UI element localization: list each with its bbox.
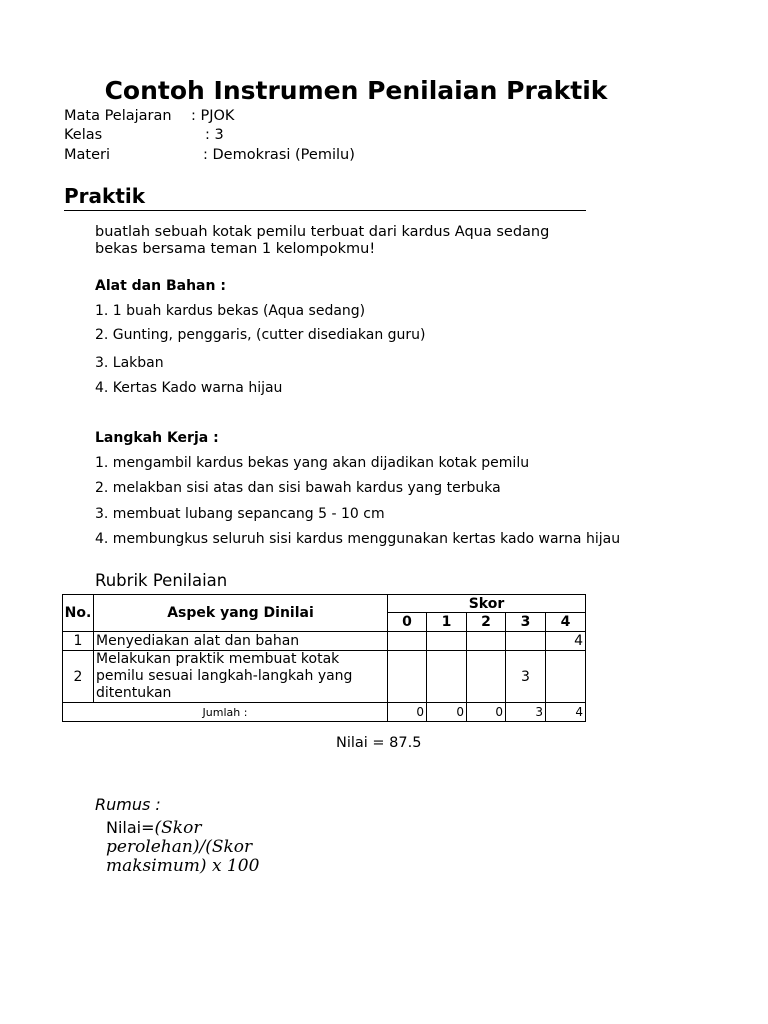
- list-item: 2. melakban sisi atas dan sisi bawah kardus yang terbuka: [95, 480, 501, 496]
- table-row-jumlah: [63, 703, 586, 722]
- section-divider: [64, 210, 586, 211]
- list-item: 3. Lakban: [95, 355, 164, 371]
- header-skor: Skor: [388, 595, 586, 613]
- list-item: 1. 1 buah kardus bekas (Aqua sedang): [95, 303, 366, 319]
- alat-heading: Alat dan Bahan :: [95, 278, 226, 294]
- row-score: [467, 651, 506, 703]
- skor-level: 1: [427, 613, 467, 632]
- row-score: [388, 651, 427, 703]
- row-score: [427, 632, 467, 651]
- jumlah-label: Jumlah :: [63, 703, 388, 722]
- meta-value: : Demokrasi (Pemilu): [203, 147, 355, 163]
- nilai-result: Nilai = 87.5: [336, 735, 422, 751]
- rubrik-table: [62, 594, 586, 722]
- row-score: [467, 632, 506, 651]
- langkah-heading: Langkah Kerja :: [95, 430, 219, 446]
- row-score: 3: [506, 651, 546, 703]
- jumlah-value: 4: [546, 703, 586, 722]
- row-aspek: Menyediakan alat dan bahan: [94, 632, 388, 651]
- skor-level: 3: [506, 613, 546, 632]
- rumus-formula: [106, 818, 259, 876]
- list-item: 4. membungkus seluruh sisi kardus menggunakan kertas kado warna hijau: [95, 531, 621, 547]
- row-aspek: Melakukan praktik membuat kotak pemilu sesuai langkah-langkah yang ditentukan: [94, 651, 388, 703]
- skor-level: 4: [546, 613, 586, 632]
- rumus-heading: Rumus :: [95, 795, 161, 814]
- row-score: [546, 651, 586, 703]
- formula-line: maksimum) x 100: [106, 856, 260, 876]
- list-item: 3. membuat lubang sepancang 5 - 10 cm: [95, 506, 385, 522]
- skor-level: 0: [388, 613, 427, 632]
- rubrik-heading: Rubrik Penilaian: [95, 571, 228, 590]
- meta-label: Mata Pelajaran: [64, 108, 172, 124]
- header-no: No.: [63, 595, 94, 632]
- row-score: [388, 632, 427, 651]
- row-score: [427, 651, 467, 703]
- row-score: 4: [546, 632, 586, 651]
- meta-mata-pelajaran: [64, 108, 235, 124]
- row-no: 2: [63, 651, 94, 703]
- header-aspek: Aspek yang Dinilai: [94, 595, 388, 632]
- formula-lead: Nilai=: [106, 818, 155, 837]
- table-row: [63, 651, 586, 703]
- jumlah-value: 0: [467, 703, 506, 722]
- page-title: Contoh Instrumen Penilaian Praktik: [104, 76, 608, 105]
- meta-label: Materi: [64, 147, 110, 163]
- formula-line: (Skor: [154, 818, 202, 838]
- meta-value: : PJOK: [191, 108, 235, 124]
- jumlah-value: 3: [506, 703, 546, 722]
- row-score: [506, 632, 546, 651]
- row-no: 1: [63, 632, 94, 651]
- table-row: [63, 632, 586, 651]
- list-item: 4. Kertas Kado warna hijau: [95, 380, 283, 396]
- formula-line: perolehan)/(Skor: [106, 837, 253, 857]
- section-heading: Praktik: [64, 184, 146, 208]
- meta-value: : 3: [205, 127, 224, 143]
- jumlah-value: 0: [427, 703, 467, 722]
- instruction-text: buatlah sebuah kotak pemilu terbuat dari kardus Aqua sedang bekas bersama teman 1 kelompokmu!: [95, 224, 550, 257]
- jumlah-value: 0: [388, 703, 427, 722]
- list-item: 1. mengambil kardus bekas yang akan dijadikan kotak pemilu: [95, 455, 530, 471]
- meta-kelas: [64, 127, 224, 143]
- skor-level: 2: [467, 613, 506, 632]
- meta-materi: [64, 147, 355, 163]
- list-item: 2. Gunting, penggaris, (cutter disediakan guru): [95, 327, 426, 343]
- meta-label: Kelas: [64, 127, 103, 143]
